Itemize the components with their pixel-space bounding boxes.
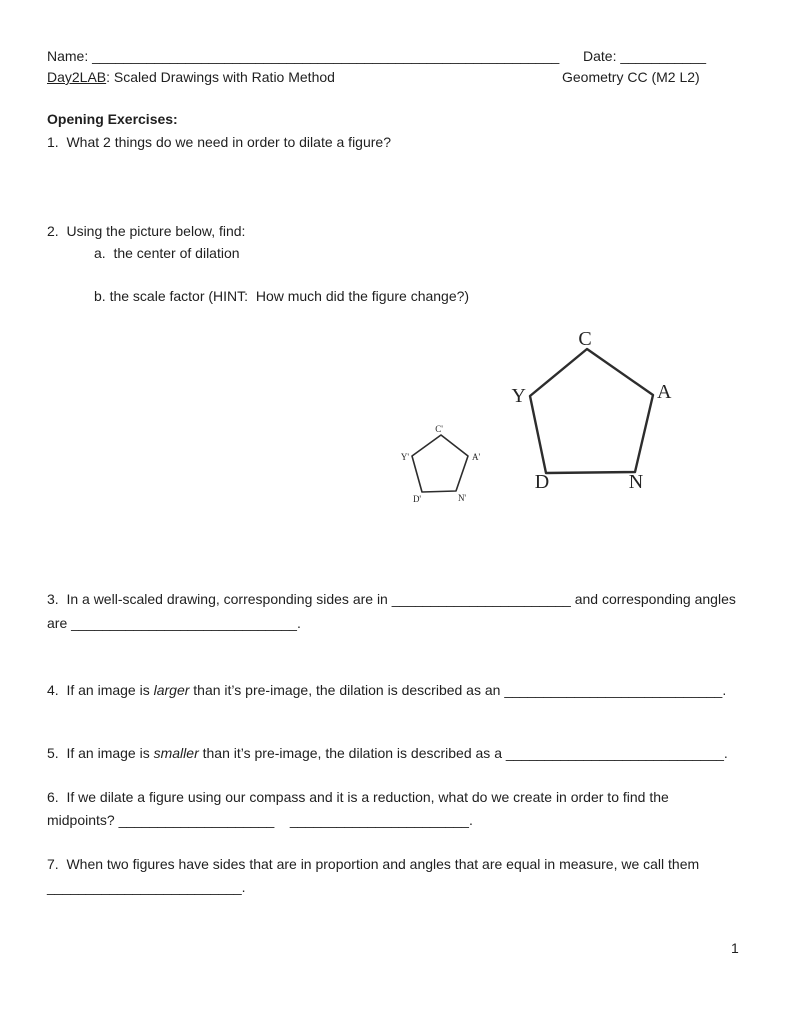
question-4 <box>47 681 726 699</box>
vertex-label-d-prime: D' <box>412 494 422 504</box>
name-label: Name: <box>47 48 93 64</box>
question-7-line2 <box>47 878 246 896</box>
name-blank-line: ____________________________________________________________ <box>92 48 560 64</box>
date-blank-line: ___________ <box>620 48 707 64</box>
question-3-blank-2: _____________________________ <box>71 615 297 631</box>
question-3-text: 3. In a well-scaled drawing, corresponding sides are in <box>47 591 392 607</box>
small-pentagon <box>412 435 468 492</box>
question-3-line1 <box>47 590 736 608</box>
question-5-blank: ____________________________ <box>505 745 724 761</box>
question-6-blank-2: _______________________ <box>289 812 469 828</box>
dilation-figure <box>390 330 700 520</box>
vertex-label-y: Y <box>511 385 526 407</box>
doc-title-rest: : Scaled Drawings with Ratio Method <box>106 69 335 85</box>
large-pentagon <box>530 349 653 473</box>
question-5-period: . <box>723 745 728 761</box>
course-label: Geometry CC (M2 L2) <box>562 69 700 85</box>
question-7-period: . <box>241 879 246 895</box>
name-line <box>47 47 559 65</box>
question-4-text: 4. If an image is <box>47 682 154 698</box>
doc-title <box>47 68 335 86</box>
question-3-blank-1: _______________________ <box>391 591 571 607</box>
question-3-text2: are <box>47 615 72 631</box>
question-4-period: . <box>722 682 727 698</box>
question-3-text-cont: and corresponding angles <box>570 591 736 607</box>
question-2a: a. the center of dilation <box>94 245 240 261</box>
vertex-label-a: A <box>657 381 672 403</box>
question-6-text2: midpoints? <box>47 812 119 828</box>
doc-code: Day2LAB <box>47 69 107 85</box>
question-4-blank: ____________________________ <box>504 682 723 698</box>
question-3-period: . <box>296 615 301 631</box>
vertex-label-n-prime: N' <box>457 493 467 503</box>
question-5-text: 5. If an image is <box>47 745 154 761</box>
vertex-label-n: N <box>628 471 644 493</box>
date-line <box>583 47 706 65</box>
vertex-label-c-prime: C' <box>435 424 443 434</box>
vertex-label-c: C <box>578 330 592 350</box>
question-3-line2 <box>47 614 301 632</box>
question-5 <box>47 744 728 762</box>
question-2: 2. Using the picture below, find: <box>47 223 246 239</box>
question-4-text-cont: than it’s pre-image, the dilation is described as an <box>189 682 505 698</box>
date-label: Date: <box>583 48 621 64</box>
question-2b: b. the scale factor (HINT: How much did the figure change?) <box>94 288 470 304</box>
vertex-label-y-prime: Y' <box>400 452 409 462</box>
vertex-label-d: D <box>534 471 550 493</box>
question-6-gap <box>274 812 290 828</box>
question-5-italic-word: smaller <box>153 745 199 761</box>
section-heading: Opening Exercises: <box>47 111 178 127</box>
question-7-line1: 7. When two figures have sides that are in proportion and angles that are equal in measure, we call them <box>47 856 700 872</box>
question-6-blank-1: ____________________ <box>118 812 275 828</box>
question-1: 1. What 2 things do we need in order to dilate a figure? <box>47 134 391 150</box>
question-6-line1: 6. If we dilate a figure using our compass and it is a reduction, what do we create in order to find the <box>47 789 669 805</box>
question-6-line2 <box>47 811 473 829</box>
vertex-label-a-prime: A' <box>472 452 481 462</box>
question-4-italic-word: larger <box>153 682 190 698</box>
question-6-period: . <box>468 812 473 828</box>
page-number: 1 <box>731 940 739 956</box>
question-7-blank: _________________________ <box>47 879 242 895</box>
question-5-text-cont: than it’s pre-image, the dilation is described as a <box>198 745 506 761</box>
